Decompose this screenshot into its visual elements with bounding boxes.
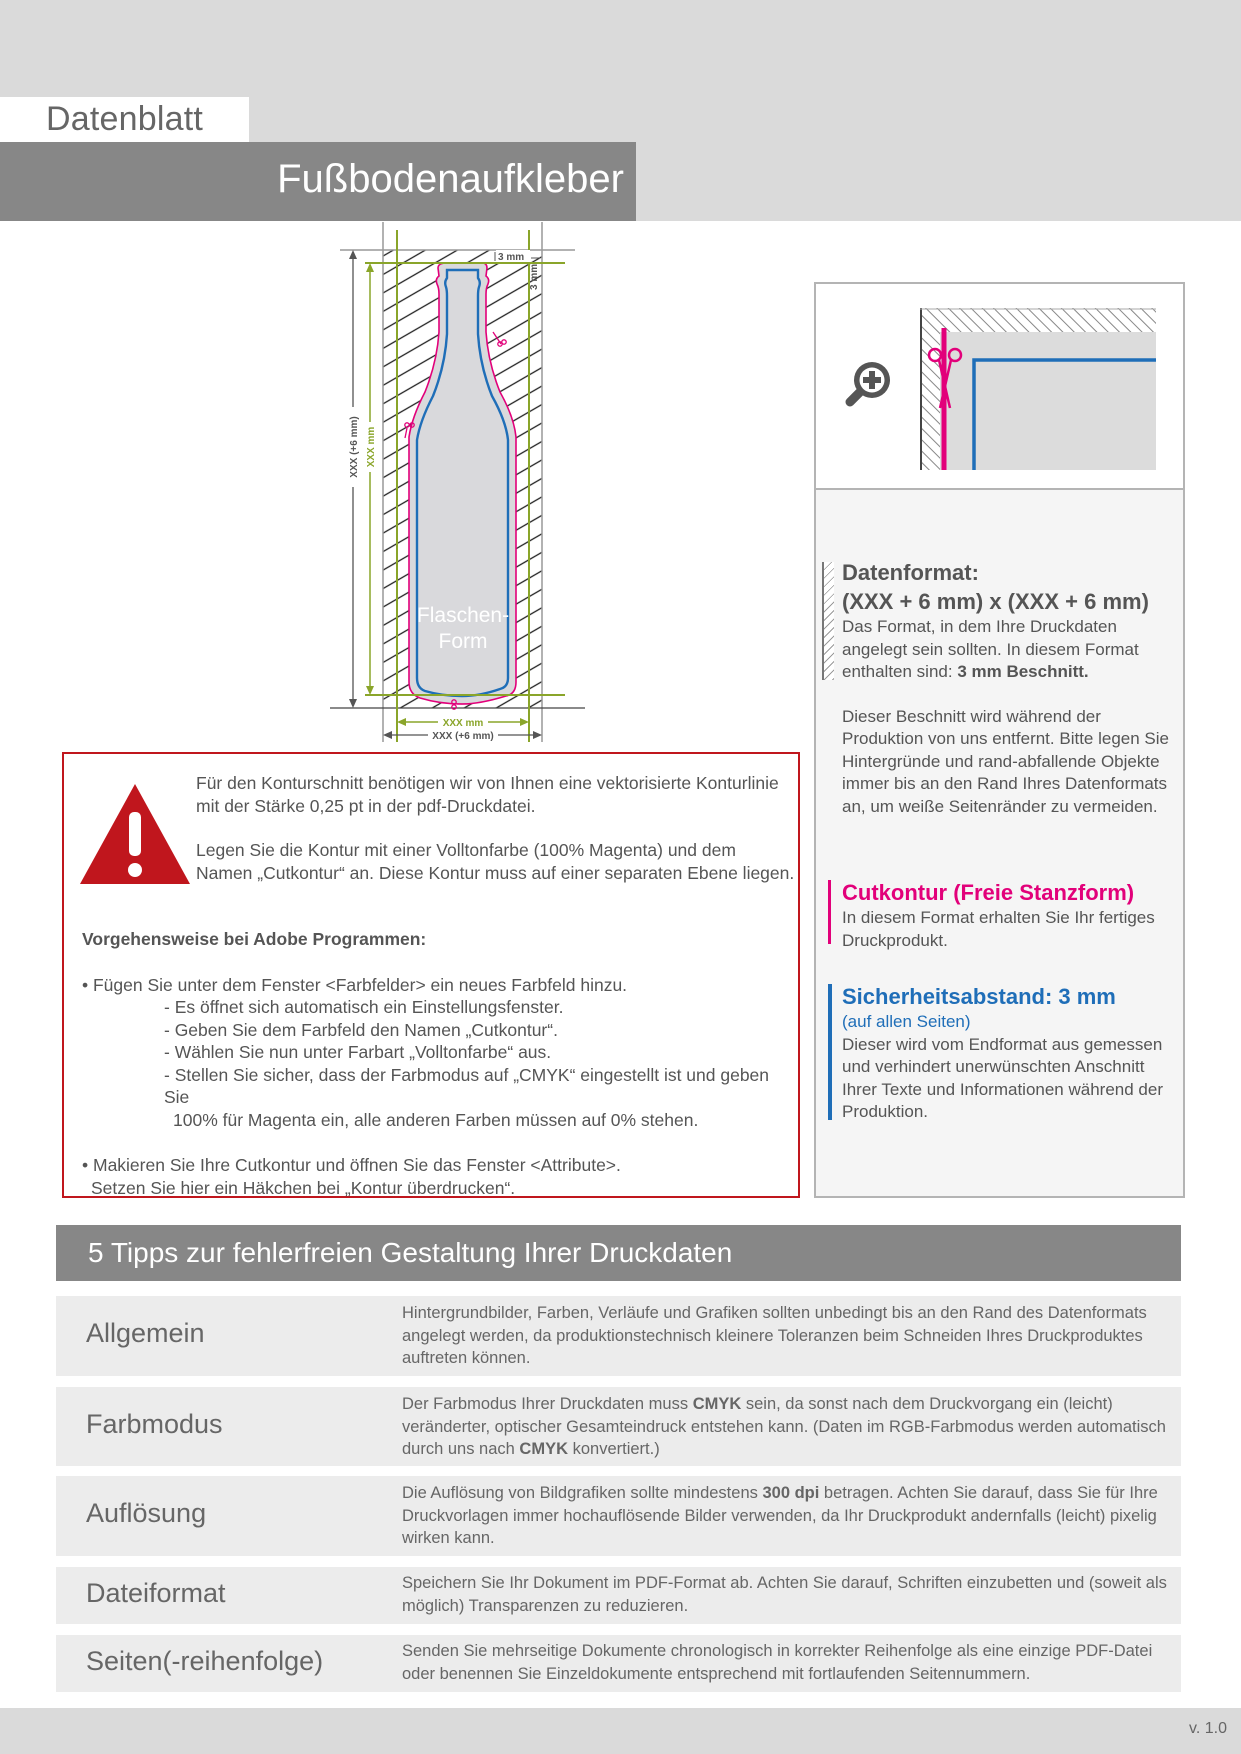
cut-contour-text: In diesem Format erhalten Sie Ihr fertiges Druckprodukt. [842,908,1155,950]
tip-label: Seiten(-reihenfolge) [86,1646,324,1676]
procedure-section [82,928,792,1199]
title-bar [0,142,636,221]
data-format-heading: Datenformat: [842,560,979,585]
tip-row [56,1567,1181,1624]
warning-text [196,772,796,906]
doc-type-label: Datenblatt [46,100,203,138]
tip-text: Die Auflösung von Bildgrafiken sollte mindestens 300 dpi betragen. Achten Sie darauf, dass Sie für Ihre Druckvorlagen immer hochauflösende Bilder verwenden, da Ihr Druckprodukt andernfalls (leicht) pixelig wirken kann. [402,1484,1158,1547]
tip-label: Allgemein [86,1318,205,1348]
doc-type-box [0,97,249,142]
tip-label: Auflösung [86,1498,207,1528]
procedure-step-1: • Fügen Sie unter dem Fenster <Farbfelder> ein neues Farbfeld hinzu. [82,974,628,995]
warning-icon [78,782,192,886]
tip-row [56,1296,1181,1376]
width-final-label: XXX mm [442,718,484,729]
zoom-detail-area [816,284,1183,490]
bleed-hatch-marker [822,562,834,680]
tips-heading: 5 Tipps zur fehlerfreien Gestaltung Ihrer Druckdaten [88,1237,733,1268]
safety-margin-section [842,982,1175,1124]
safety-margin-marker [828,984,832,1120]
data-format-text: Das Format, in dem Ihre Druckdaten angelegt sein sollten. In diesem Format enthalten sind: 3 mm Beschnitt. [842,617,1139,681]
cut-contour-heading: Cutkontur (Freie Stanzform) [842,880,1135,905]
tip-label: Dateiformat [86,1578,226,1608]
warning-box [62,752,800,1198]
shape-label-line2: Form [438,630,488,653]
data-format-text2: Dieser Beschnitt wird während der Produktion von uns entfernt. Bitte legen Sie Hintergründe und rand-abfallende Objekte immer bis an den Rand Ihres Datenformats an, um weiße Seitenränder zu vermeiden. [842,706,1169,816]
info-panel [814,282,1185,1198]
safety-margin-heading: Sicherheitsabstand: 3 mm [842,984,1116,1009]
safety-margin-text: Dieser wird vom Endformat aus gemessen und verhindert unerwünschten Anschnitt Ihrer Texte und Informationen während der Produktion. [842,1034,1163,1121]
tip-text: Hintergrundbilder, Farben, Verläufe und Grafiken sollten unbedingt bis an den Rand des Datenformats angelegt werden, da produktionstechnisch kleinere Toleranzen beim Schneiden Ihres Druckproduktes auftreten können. [402,1304,1147,1367]
bottle-diagram [330,222,600,752]
cut-contour-section [842,878,1175,952]
bleed-right-label: 3 mm [529,263,540,290]
procedure-substep: 100% für Magenta ein, alle anderen Farben müssen auf 0% stehen. [173,1109,699,1130]
tip-row [56,1387,1181,1466]
height-final-dimension [366,263,374,695]
bleed-top-label: 3 mm [498,252,525,263]
width-total-label: XXX (+6 mm) [432,731,494,742]
version-label: v. 1.0 [1189,1720,1227,1737]
zoom-in-icon [838,354,898,414]
procedure-substep: - Stellen Sie sicher, dass der Farbmodus auf „CMYK“ eingestellt ist und geben Sie [164,1064,770,1107]
tip-text: Speichern Sie Ihr Dokument im PDF-Format ab. Achten Sie darauf, Schriften einzubetten und (soweit als möglich) Transparenzen zu reduzieren. [402,1574,1167,1615]
tip-label: Farbmodus [86,1409,223,1439]
data-format-formula: (XXX + 6 mm) x (XXX + 6 mm) [842,589,1149,614]
tip-row [56,1635,1181,1692]
procedure-step-2: • Makieren Sie Ihre Cutkontur und öffnen Sie das Fenster <Attribute>. [82,1155,621,1175]
height-final-label: XXX mm [366,426,377,468]
tips-heading-bar [56,1225,1181,1281]
page-title: Fußbodenaufkleber [277,157,624,201]
tip-text: Der Farbmodus Ihrer Druckdaten muss CMYK sein, da sonst nach dem Druckvorgang ein (leicht) veränderter, optischer Gesamteindruck entstehen kann. (Daten im RGB-Farbmodus werden automatisch durch uns nach CMYK konvertiert.) [402,1395,1166,1458]
procedure-substep: - Geben Sie dem Farbfeld den Namen „Cutkontur“. [164,1019,558,1040]
safety-margin-subheading: (auf allen Seiten) [842,1012,971,1031]
procedure-substep: - Es öffnet sich automatisch ein Einstellungsfenster. [164,997,564,1017]
data-format-section [842,558,1175,818]
warning-paragraph-2: Legen Sie die Kontur mit einer Volltonfarbe (100% Magenta) und dem Namen „Cutkontur“ an. Diese Kontur muss auf einer separaten Ebene liegen. [196,840,795,883]
footer [0,1708,1241,1754]
cut-contour-marker [828,880,831,944]
warning-paragraph-1: Für den Konturschnitt benötigen wir von Ihnen eine vektorisierte Konturlinie mit der Stärke 0,25 pt in der pdf-Druckdatei. [196,773,779,816]
height-total-label: XXX (+6 mm) [349,416,360,478]
procedure-heading: Vorgehensweise bei Adobe Programmen: [82,929,427,949]
bleed-detail-illustration [920,308,1156,470]
procedure-substep: - Wählen Sie nun unter Farbart „Volltonfarbe“ aus. [164,1042,552,1062]
tip-text: Senden Sie mehrseitige Dokumente chronologisch in korrekter Reihenfolge als eine einzige PDF-Datei oder benennen Sie Einzeldokumente entsprechend mit fortlaufenden Seitennummern. [402,1642,1153,1683]
tip-row [56,1476,1181,1556]
procedure-step-2-cont: Setzen Sie hier ein Häkchen bei „Kontur überdrucken“. [91,1177,516,1198]
shape-label-line1: Flaschen- [416,604,510,627]
